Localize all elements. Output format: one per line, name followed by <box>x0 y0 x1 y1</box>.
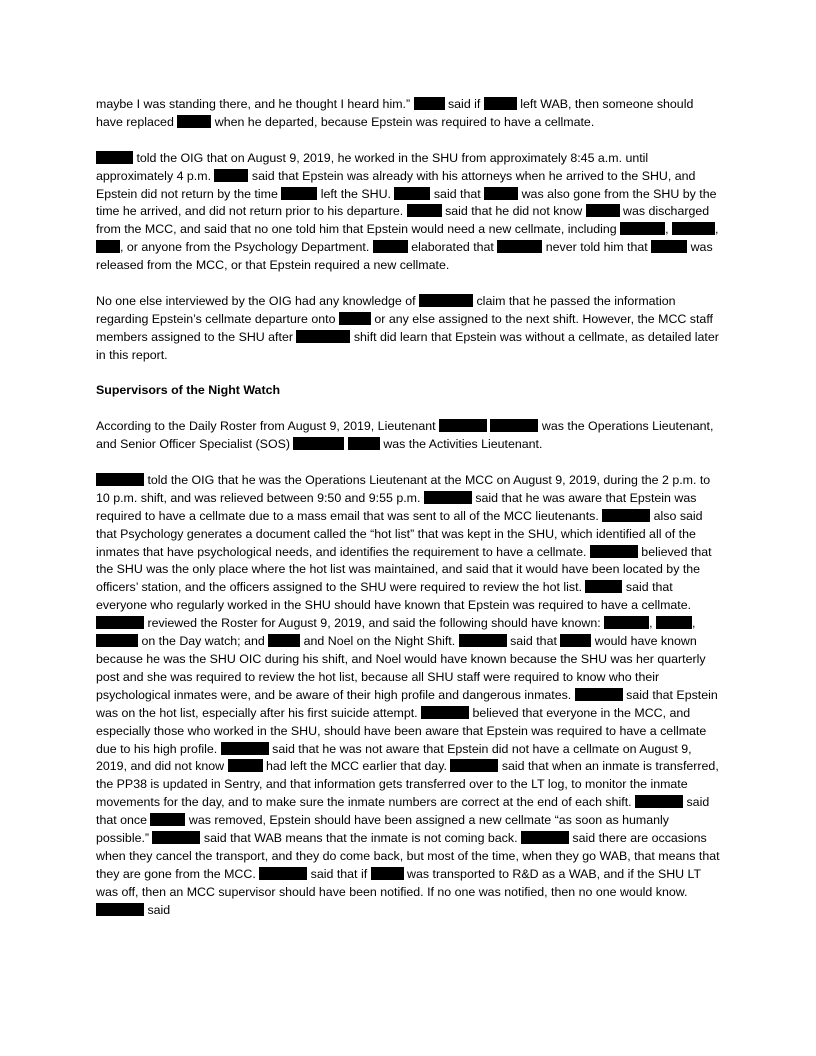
redaction-block <box>459 634 507 647</box>
text-segment: , or anyone from the Psychology Department. <box>120 240 373 255</box>
redaction-block <box>656 616 692 629</box>
text-segment: said that Epstein was on the hot list, especially after his first suicide attempt. <box>96 687 718 720</box>
redaction-block <box>221 742 269 755</box>
text-segment: when he departed, because Epstein was required to have a cellmate. <box>211 114 595 129</box>
paragraph-wab-replacement <box>96 96 720 132</box>
text-segment: left WAB, then someone should have replaced <box>96 97 694 129</box>
redaction-block <box>96 903 144 916</box>
redaction-block <box>575 688 623 701</box>
redaction-block <box>620 222 665 235</box>
redaction-block <box>421 706 469 719</box>
redaction-block <box>96 616 144 629</box>
text-segment: left the SHU. <box>317 186 395 201</box>
text-segment: was transported to R&D as a WAB, and if the SHU LT was off, then an MCC supervisor should have been notified. If no one was notified, then no one would know. <box>96 866 701 899</box>
text-segment: claim that he passed the information regarding Epstein’s cellmate departure onto <box>96 293 676 326</box>
redaction-block <box>521 831 569 844</box>
text-segment: believed that everyone in the MCC, and especially those who worked in the SHU, should have been aware that Epstein was required to have a cellmate due to his high profile. <box>96 705 707 756</box>
text-segment: said that WAB means that the inmate is not coming back. <box>200 831 521 846</box>
redaction-block <box>651 240 687 253</box>
redaction-block <box>228 759 263 772</box>
text-segment: No one else interviewed by the OIG had any knowledge of <box>96 293 420 308</box>
text-segment: said that he did not know <box>441 204 586 219</box>
text-segment: said that <box>430 186 485 201</box>
paragraph-daily-roster <box>96 418 720 454</box>
text-segment: said that once <box>96 795 710 828</box>
redaction-block <box>268 634 300 647</box>
text-segment: said that if <box>307 866 371 881</box>
text-segment: , <box>715 222 719 237</box>
text-segment: never told him that <box>542 240 652 255</box>
text-segment: said that everyone who regularly worked in the SHU should have known that Epstein was required to have a cellmate. <box>96 580 692 613</box>
redaction-block <box>414 97 445 110</box>
paragraph-no-knowledge <box>96 293 720 365</box>
redaction-block <box>259 867 307 880</box>
text-segment: was also gone from the SHU by the time he arrived, and did not return prior to his departure. <box>96 186 717 219</box>
text-segment: said <box>144 902 171 917</box>
redaction-block <box>590 545 638 558</box>
text-segment: was released from the MCC, or that Epstein required a new cellmate. <box>96 240 713 273</box>
redaction-block <box>424 491 472 504</box>
redaction-block <box>96 634 138 647</box>
paragraph-operations-lieutenant <box>96 472 720 920</box>
text-segment: and Noel on the Night Shift. <box>300 634 459 649</box>
redaction-block <box>394 187 430 200</box>
text-segment: , <box>692 616 696 631</box>
text-segment: had left the MCC earlier that day. <box>262 759 451 774</box>
text-segment: said if <box>444 97 484 111</box>
text-segment: or any else assigned to the next shift. However, the MCC staff members assigned to the SHU after <box>96 311 713 344</box>
redaction-block <box>604 616 649 629</box>
redaction-block <box>490 419 538 432</box>
text-segment: was the Activities Lieutenant. <box>379 437 543 452</box>
text-segment: was the Operations Lieutenant, and Senior Officer Specialist (SOS) <box>96 419 714 452</box>
redaction-block <box>177 115 211 128</box>
text-segment: also said that Psychology generates a document called the “hot list” that was kept in the SHU, which identified all of the inmates that have psychological needs, and identifies the requirement to have a cellmate. <box>96 508 703 559</box>
redaction-block <box>672 222 715 235</box>
redaction-block <box>293 437 344 450</box>
redaction-block <box>96 151 133 164</box>
redaction-block <box>371 867 404 880</box>
redaction-block <box>560 634 591 647</box>
text-segment: , <box>665 222 673 237</box>
redaction-block <box>484 187 518 200</box>
redaction-block <box>150 813 185 826</box>
text-segment: said that he was not aware that Epstein did not have a cellmate on August 9, 2019, and did not know <box>96 741 692 774</box>
redaction-block <box>281 187 317 200</box>
text-segment: was removed, Epstein should have been assigned a new cellmate “as soon as humanly possible.” <box>96 813 669 846</box>
redaction-block <box>635 795 683 808</box>
redaction-block <box>296 330 350 343</box>
text-segment: said that when an inmate is transferred, the PP38 is updated in Sentry, and that information gets transferred over to the LT log, to monitor the inmate movements for the day, and to make sure the inmate numbers are correct at the end of each shift. <box>96 759 719 810</box>
redaction-block <box>450 759 498 772</box>
redaction-block <box>348 437 380 450</box>
text-segment: would have known because he was the SHU OIC during his shift, and Noel would have known because the SHU was her quarterly post and she was required to review the hot list, because all SHU staff were required to know who their psychological inmates were, and be aware of their high profile and dangerous inmates. <box>96 634 706 702</box>
redaction-block <box>585 580 622 593</box>
redaction-block <box>373 240 408 253</box>
text-segment: elaborated that <box>407 240 498 255</box>
redaction-block <box>96 473 144 486</box>
text-segment: on the Day watch; and <box>138 634 269 649</box>
text-segment: was discharged from the MCC, and said that no one told him that Epstein would need a new cellmate, including <box>96 204 710 237</box>
text-segment: shift did learn that Epstein was without a cellmate, as detailed later in this report. <box>96 329 719 362</box>
text-segment: maybe I was standing there, and he thought I heard him.” <box>96 97 414 111</box>
text-segment: , <box>649 616 657 631</box>
document-page <box>96 96 720 938</box>
redaction-block <box>407 204 442 217</box>
text-segment: said that <box>506 634 561 649</box>
redaction-block <box>439 419 487 432</box>
text-segment: said that Epstein was already with his attorneys when he arrived to the SHU, and Epstein did not return by the time <box>96 168 696 201</box>
redaction-block <box>586 204 620 217</box>
redaction-block <box>602 509 650 522</box>
redaction-block <box>419 294 473 307</box>
paragraph-shu-shift <box>96 150 720 275</box>
text-segment: told the OIG that on August 9, 2019, he worked in the SHU from approximately 8:45 a.m. until approximately 4 p.m. <box>96 150 649 183</box>
redaction-block <box>484 97 517 110</box>
text-segment: told the OIG that he was the Operations Lieutenant at the MCC on August 9, 2019, during the 2 p.m. to 10 p.m. shift, and was relieved between 9:50 and 9:55 p.m. <box>96 472 711 505</box>
text-segment: said that he was aware that Epstein was required to have a cellmate due to a mass email that was sent to all of the MCC lieutenants. <box>96 490 697 523</box>
redaction-block <box>214 169 248 182</box>
redaction-block <box>96 240 120 253</box>
text-segment: believed that the SHU was the only place where the hot list was maintained, and said that it would have been located by the officers’ station, and the officers assigned to the SHU were required to review the hot list. <box>96 544 712 595</box>
redaction-block <box>152 831 200 844</box>
redaction-block <box>339 312 371 325</box>
section-heading: Supervisors of the Night Watch <box>96 383 281 398</box>
text-segment: reviewed the Roster for August 9, 2019, and said the following should have known: <box>144 616 605 631</box>
text-segment: said there are occasions when they cancel the transport, and they do come back, but most of the time, when they go WAB, that means that they are gone from the MCC. <box>96 831 720 881</box>
redaction-block <box>497 240 542 253</box>
text-segment: According to the Daily Roster from August 9, 2019, Lieutenant <box>96 419 440 434</box>
